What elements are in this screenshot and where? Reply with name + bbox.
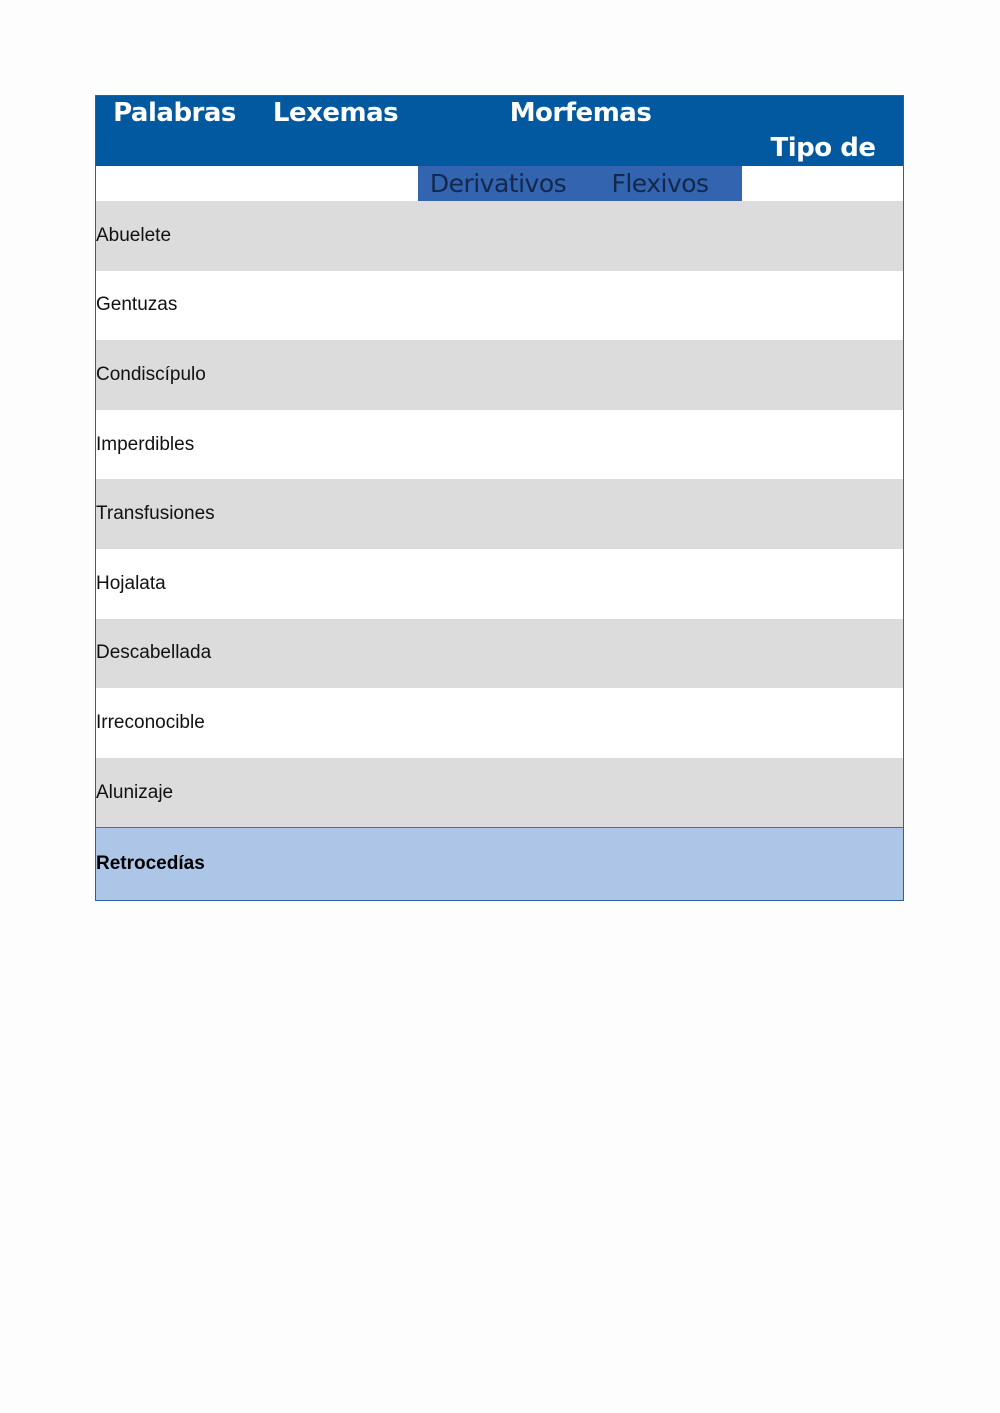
table-row[interactable] xyxy=(96,549,903,619)
header-tipo-de-palabra xyxy=(743,96,903,166)
word-cell: Alunizaje xyxy=(96,781,174,803)
table-row[interactable] xyxy=(96,271,903,341)
table-subheader-row xyxy=(96,166,903,201)
header-palabras: Palabras xyxy=(113,98,236,128)
word-cell: Transfusiones xyxy=(96,503,215,525)
word-cell: Imperdibles xyxy=(96,433,195,455)
table-row[interactable] xyxy=(96,479,903,549)
word-cell: Hojalata xyxy=(96,572,166,594)
header-tipo-line1: Tipo de xyxy=(770,133,876,163)
word-cell: Gentuzas xyxy=(96,294,178,316)
header-morfemas: Morfemas xyxy=(509,98,652,128)
table-row[interactable] xyxy=(96,201,903,271)
subheader-flexivos: Flexivos xyxy=(611,169,709,198)
word-cell: Condiscípulo xyxy=(96,363,206,385)
table-row[interactable] xyxy=(96,758,903,828)
table-body xyxy=(96,201,903,900)
table-row[interactable] xyxy=(96,688,903,758)
header-lexemas: Lexemas xyxy=(272,98,399,128)
table-row[interactable] xyxy=(96,340,903,410)
word-cell: Descabellada xyxy=(96,642,212,664)
table-header-row xyxy=(96,96,903,166)
table-row-highlighted[interactable] xyxy=(96,827,903,900)
table-row[interactable] xyxy=(96,410,903,480)
word-cell: Abuelete xyxy=(96,224,172,246)
morphology-table xyxy=(95,95,904,901)
word-cell-bold: Retrocedías xyxy=(96,853,205,875)
word-cell: Irreconocible xyxy=(96,711,205,733)
subheader-derivativos: Derivativos xyxy=(429,169,567,198)
table-row[interactable] xyxy=(96,619,903,689)
